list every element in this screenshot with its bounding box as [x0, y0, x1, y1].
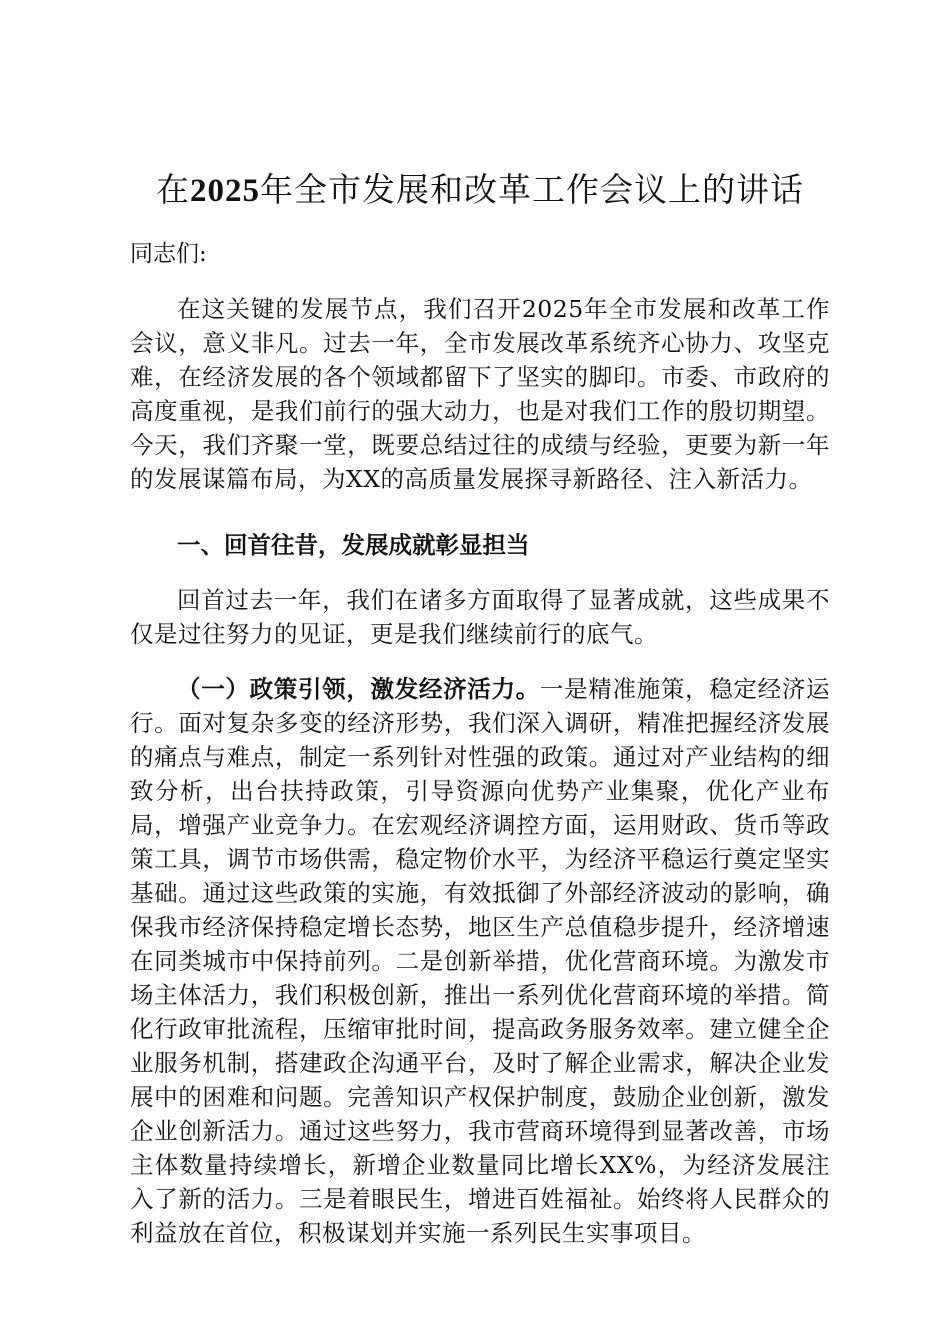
title-prefix: 在 — [156, 170, 190, 209]
intro-paragraph: 在这关键的发展节点，我们召开2025年全市发展和改革工作会议，意义非凡。过去一年，全市发展改革系统齐心协力、攻坚克难，在经济发展的各个领域都留下了坚实的脚印。市委、市政府的高度重视，是我们前行的强大动力，也是对我们工作的殷切期望。今天，我们齐聚一堂，既要总结过往的成绩与经验，更要为新一年的发展谋篇布局，为XX的高质量发展探寻新路径、注入新活力。 — [130, 295, 830, 493]
title-suffix: 年全市发展和改革工作会议上的讲话 — [260, 170, 804, 209]
document-title — [100, 168, 860, 213]
subsection-1-lead: （一）政策引领，激发经济活力。 — [177, 675, 540, 703]
salutation: 同志们: — [130, 241, 207, 267]
document-page — [130, 168, 830, 1250]
section-heading-1: 一、回首往昔，发展成就彰显担当 — [177, 531, 530, 559]
title-year: 2025 — [190, 173, 260, 209]
subsection-1-body: 一是精准施策，稳定经济运行。面对复杂多变的经济形势，我们深入调研，精准把握经济发展的痛点与难点，制定一系列针对性强的政策。通过对产业结构的细致分析，出台扶持政策，引导资源向优势产业集聚，优化产业布局，增强产业竞争力。在宏观经济调控方面，运用财政、货币等政策工具，调节市场供需，稳定物价水平，为经济平稳运行奠定坚实基础。通过这些政策的实施，有效抵御了外部经济波动的影响，确保我市经济保持稳定增长态势，地区生产总值稳步提升，经济增速在同类城市中保持前列。二是创新举措，优化营商环境。为激发市场主体活力，我们积极创新，推出一系列优化营商环境的举措。简化行政审批流程，压缩审批时间，提高政务服务效率。建立健全企业服务机制，搭建政企沟通平台，及时了解企业需求，解决企业发展中的困难和问题。完善知识产权保护制度，鼓励企业创新，激发企业创新活力。通过这些努力，我市营商环境得到显著改善，市场主体数量持续增长，新增企业数量同比增长XX%，为经济发展注入了新的活力。三是着眼民生，增进百姓福祉。始终将人民群众的利益放在首位，积极谋划并实施一系列民生实事项目。 — [130, 675, 831, 1247]
section-1-intro-paragraph: 回首过去一年，我们在诸多方面取得了显著成就，这些成果不仅是过往努力的见证，更是我们继续前行的底气。 — [130, 586, 830, 648]
subsection-1-paragraph — [130, 672, 830, 1250]
